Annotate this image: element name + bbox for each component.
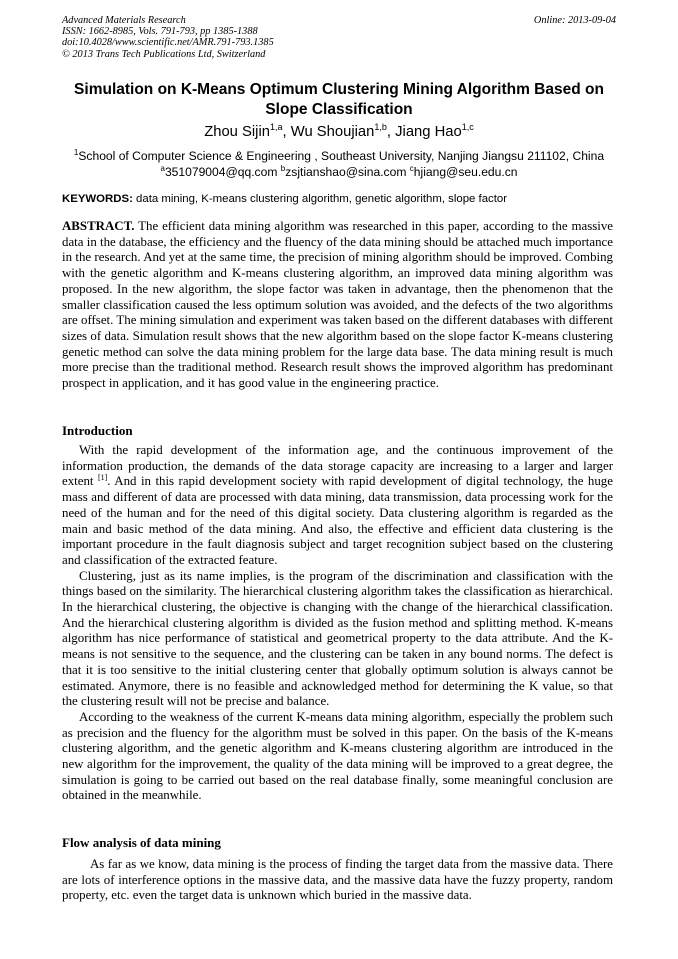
author-list bbox=[40, 122, 638, 142]
email-a-sup: a bbox=[160, 163, 165, 173]
intro-paragraph-1 bbox=[62, 443, 613, 569]
paper-title bbox=[40, 80, 638, 120]
author-3-sup: 1,c bbox=[461, 122, 474, 132]
email-c: hjiang@seu.edu.cn bbox=[413, 164, 518, 179]
doi-line: doi:10.4028/www.scientific.net/AMR.791-793.1385 bbox=[62, 37, 274, 49]
issn-line: ISSN: 1662-8985, Vols. 791-793, pp 1385-1388 bbox=[62, 26, 258, 38]
title-line-2: Slope Classification bbox=[265, 101, 413, 118]
intro-p1-a: With the rapid development of the information age, and the continuous improvement of the information production, the demands of the data storage capacity are increasing to a larger and larger extent bbox=[62, 443, 613, 489]
abstract-paragraph bbox=[62, 219, 613, 392]
intro-citation: [1] bbox=[97, 473, 108, 483]
author-sep-1: , bbox=[282, 124, 291, 140]
flow-paragraph-1: As far as we know, data mining is the process of finding the target data from the massive data. There are lots of interference options in the massive data, and the massive data have the fuzzy property, random property, etc. even the target data is unknown which buried in the massive data. bbox=[62, 857, 613, 903]
introduction-body bbox=[62, 443, 613, 804]
journal-header bbox=[62, 15, 616, 60]
copyright-line: © 2013 Trans Tech Publications Ltd, Switzerland bbox=[62, 48, 266, 60]
flow-body bbox=[62, 857, 613, 904]
author-2-sup: 1,b bbox=[374, 122, 387, 132]
author-1: Zhou Sijin bbox=[204, 124, 270, 140]
email-a: 351079004@qq.com bbox=[164, 164, 281, 179]
affiliation-block bbox=[40, 149, 638, 180]
intro-paragraph-3: According to the weakness of the current K-means data mining algorithm, especially the problem such as precision and the fluency for the algorithm must be solved in this paper. On the basis of the K-means clustering algorithm, and the genetic algorithm and K-means clustering algorithm are introduced in the new algorithm for the improvement, the quality of the data mining will be improved to a great degree, the simulation is going to be carried out based on the real database finally, some meaningful conclusion are obtained in the meanwhile. bbox=[62, 709, 613, 803]
abstract-block bbox=[62, 219, 613, 392]
author-3: Jiang Hao bbox=[395, 124, 462, 140]
email-b-sup: b bbox=[280, 163, 286, 173]
email-b: zsjtianshao@sina.com bbox=[285, 164, 410, 179]
abstract-text: The efficient data mining algorithm was researched in this paper, according to the massive data in the database, the efficiency and the fluency of the data mining should be attached much importance in the research. And yet at the same time, the precision of mining algorithm should be improved. Combing with the genetic algorithm and K-means clustering algorithm, an improved data mining algorithm was proposed. In the new algorithm, the slope factor was taken in advantage, then the phenomenon that the smaller classification caused the less optimum solution was avoided, and the defects of the two algorithms are offset. The mining simulation and experiment was taken based on the different databases with different sizes of data. Simulation result shows that the new algorithm based on the slope factor K-means clustering genetic method can solve the data mining problem for the large data base. The data mining result is much more precise than the traditional method. Research result shows the improved algorithm has predominant prospect in application, and it has good value in the engineering practice. bbox=[62, 219, 613, 391]
intro-p1-b: . And in this rapid development society with rapid development of digital technology, the huge mass and different of data are processed with data mining, data transmission, data processing work for the need of the human and for the need of this digital society. Data clustering algorithm is regarded as the main and basic method of the data mining. And also, the effective and efficient data clustering is the important procedure in the fault diagnosis subject and target recognition subject based on the clustering and classification of the extracted feature. bbox=[62, 474, 613, 567]
email-c-sup: c bbox=[409, 163, 414, 173]
author-2: Wu Shoujian bbox=[290, 124, 375, 140]
affiliation-text: School of Computer Science & Engineering , Southeast University, Nanjing Jiangsu 211102, China bbox=[78, 149, 605, 163]
journal-name: Advanced Materials Research bbox=[62, 15, 186, 26]
abstract-label: ABSTRACT. bbox=[62, 219, 135, 233]
intro-paragraph-2: Clustering, just as its name implies, is the program of the discrimination and classification with the things based on the similarity. The hierarchical clustering algorithm takes the classification as hierarchical. In the hierarchical clustering, the objective is changing with the change of the hierarchical classification. And the hierarchical clustering algorithm is divided as the fusion method and splitting method. K-means algorithm has nice performance of statistical and geometrical property to the data attribute. And the K-means is not sensitive to the sequence, and the clustering can be taken in any bound norms. The defect is that it is too sensitive to the initial clustering center that globally optimum solution is always cannot be estimated. Anymore, there is no feasible and acknowledged method for determining the K value, so that the clustering result will not be precise and balance. bbox=[62, 568, 613, 709]
flow-heading: Flow analysis of data mining bbox=[62, 835, 221, 850]
keywords-label: KEYWORDS: bbox=[62, 193, 133, 205]
author-sep-2: , bbox=[386, 124, 396, 140]
title-line-1: Simulation on K-Means Optimum Clustering Mining Algorithm Based on bbox=[74, 81, 604, 98]
introduction-heading: Introduction bbox=[62, 423, 133, 438]
affiliation-line bbox=[40, 149, 638, 165]
email-line bbox=[40, 165, 638, 181]
author-1-sup: 1,a bbox=[270, 122, 283, 132]
online-date: Online: 2013-09-04 bbox=[533, 15, 616, 26]
keywords bbox=[62, 192, 622, 206]
affiliation-sup: 1 bbox=[73, 148, 79, 157]
keywords-text: data mining, K-means clustering algorithm, genetic algorithm, slope factor bbox=[132, 193, 508, 205]
